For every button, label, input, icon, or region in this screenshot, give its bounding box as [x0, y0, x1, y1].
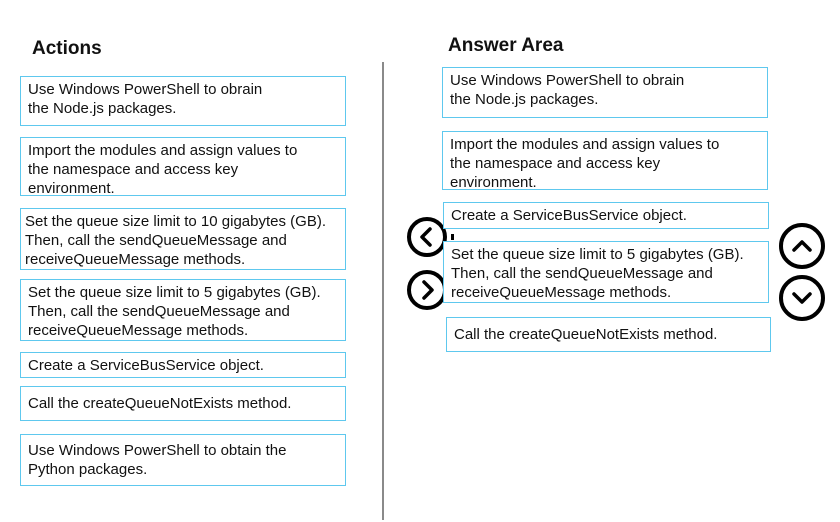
actions-title: Actions	[32, 38, 102, 59]
answer-item[interactable]: Create a ServiceBusService object.	[443, 202, 769, 229]
action-item[interactable]: Set the queue size limit to 10 gigabytes (GB). Then, call the sendQueueMessage and receiveQueueMessage methods.	[20, 208, 346, 270]
action-item[interactable]: Use Windows PowerShell to obtain the Python packages.	[20, 434, 346, 486]
chevron-right-icon	[415, 278, 439, 302]
action-item[interactable]: Import the modules and assign values to the namespace and access key environment.	[20, 137, 346, 196]
move-down-button[interactable]	[779, 275, 825, 321]
chevron-up-icon	[790, 234, 814, 258]
drop-indicator	[451, 234, 454, 240]
action-item[interactable]: Call the createQueueNotExists method.	[20, 386, 346, 421]
action-item[interactable]: Set the queue size limit to 5 gigabytes (GB). Then, call the sendQueueMessage and receiveQueueMessage methods.	[20, 279, 346, 341]
move-right-button[interactable]	[407, 270, 447, 310]
answer-area-title: Answer Area	[448, 35, 564, 56]
answer-item-selected[interactable]: Set the queue size limit to 5 gigabytes (GB). Then, call the sendQueueMessage and receiveQueueMessage methods.	[443, 241, 769, 303]
answer-item[interactable]: Use Windows PowerShell to obrain the Node.js packages.	[442, 67, 768, 118]
move-left-button[interactable]	[407, 217, 447, 257]
answer-item[interactable]: Call the createQueueNotExists method.	[446, 317, 771, 352]
action-item[interactable]: Create a ServiceBusService object.	[20, 352, 346, 378]
action-item[interactable]: Use Windows PowerShell to obrain the Node.js packages.	[20, 76, 346, 126]
answer-item[interactable]: Import the modules and assign values to the namespace and access key environment.	[442, 131, 768, 190]
column-divider	[382, 62, 384, 520]
move-up-button[interactable]	[779, 223, 825, 269]
chevron-left-icon	[415, 225, 439, 249]
chevron-down-icon	[790, 286, 814, 310]
